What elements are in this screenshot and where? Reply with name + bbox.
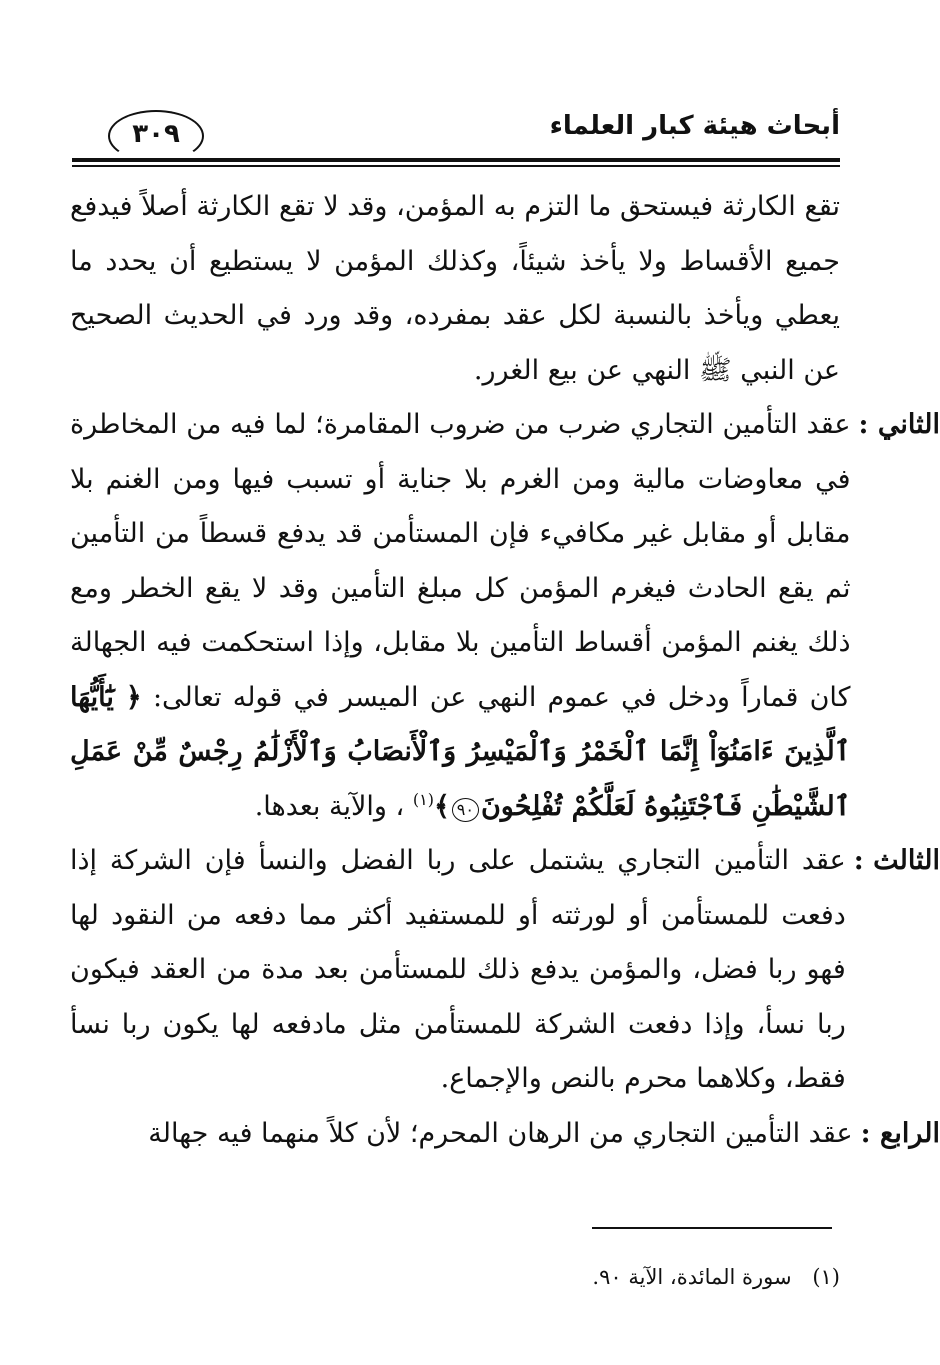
item-fourth bbox=[70, 1107, 940, 1162]
page-number: ٣٠٩ bbox=[132, 119, 180, 149]
footnote-separator bbox=[592, 1227, 832, 1229]
intro-paragraph: تقع الكارثة فيستحق ما التزم به المؤمن، وقد لا تقع الكارثة أصلاً فيدفع جميع الأقساط ولا يأخذ شيئاً، وكذلك المؤمن لا يستطيع أن يحدد ما يعطي ويأخذ بالنسبة لكل عقد بمفرده، وقد ورد في الحديث الصحيح عن النبي ﷺ النهي عن بيع الغرر. bbox=[70, 191, 840, 386]
header-rule-thick bbox=[72, 158, 840, 162]
item-third bbox=[70, 834, 940, 1107]
item-label: الثالث : bbox=[853, 845, 940, 876]
item-second bbox=[70, 398, 940, 834]
footnote bbox=[592, 1262, 840, 1292]
item-label: الرابع : bbox=[860, 1117, 940, 1149]
footnote-number: (١) bbox=[812, 1265, 840, 1289]
page-body bbox=[70, 180, 940, 1161]
item-text: عقد التأمين التجاري من الرهان المحرم؛ لأن كلاً منهما فيه جهالة bbox=[148, 1117, 853, 1149]
page-number-frame bbox=[108, 110, 204, 162]
quran-verse: ﴿ يَٰٓأَيُّهَا ٱلَّذِينَ ءَامَنُوٓاْ إِنَّمَا ٱلْخَمْرُ وَٱلْمَيْسِرُ وَٱلْأَنصَابُ وَٱلْأَزْلَٰمُ رِجْسٌ مِّنْ عَمَلِ ٱلشَّيْطَٰنِ فَٱجْتَنِبُوهُ لَعَلَّكُمْ تُفْلِحُونَ bbox=[70, 681, 851, 822]
footnote-text: سورة المائدة، الآية ٩٠. bbox=[592, 1265, 792, 1289]
item-text: عقد التأمين التجاري يشتمل على ربا الفضل والنسأ فإن الشركة إذا دفعت للمستأمن أو لورثته أو للمستفيد أكثر مما دفعه من النقود لها فهو ربا فضل، والمؤمن يدفع ذلك للمستأمن بعد مدة من العقد فيكون ربا نسأ، وإذا دفعت الشركة للمستأمن مثل مادفعه لها يكون ربا نسأ فقط، وكلاهما محرم بالنص والإجماع. bbox=[70, 845, 846, 1094]
quran-verse-close: ﴾ bbox=[433, 790, 450, 822]
ayah-number-mark: ٩٠ bbox=[452, 798, 479, 822]
item-label: الثاني : bbox=[858, 409, 940, 440]
item-text-after-verse: ، والآية بعدها. bbox=[254, 790, 405, 822]
header-rule-thin bbox=[72, 165, 840, 167]
footnote-reference[interactable]: (١) bbox=[412, 789, 434, 809]
item-text bbox=[70, 398, 851, 834]
item-text-before-verse: عقد التأمين التجاري ضرب من ضروب المقامرة؛ لما فيه من المخاطرة في معاوضات مالية ومن الغرم بلا جناية أو تسبب فيها ومن الغنم بلا مقابل أو مقابل غير مكافيء فإن المستأمن قد يدفع قسطاً من التأمين ثم يقع الحادث فيغرم المؤمن كل مبلغ التأمين وقد لا يقع الخطر ومع ذلك يغنم المؤمن أقساط التأمين بلا مقابل، وإذا استحكمت فيه الجهالة كان قماراً ودخل في عموم النهي عن الميسر في قوله تعالى: bbox=[70, 409, 851, 713]
running-title: أبحاث هيئة كبار العلماء bbox=[549, 111, 840, 141]
